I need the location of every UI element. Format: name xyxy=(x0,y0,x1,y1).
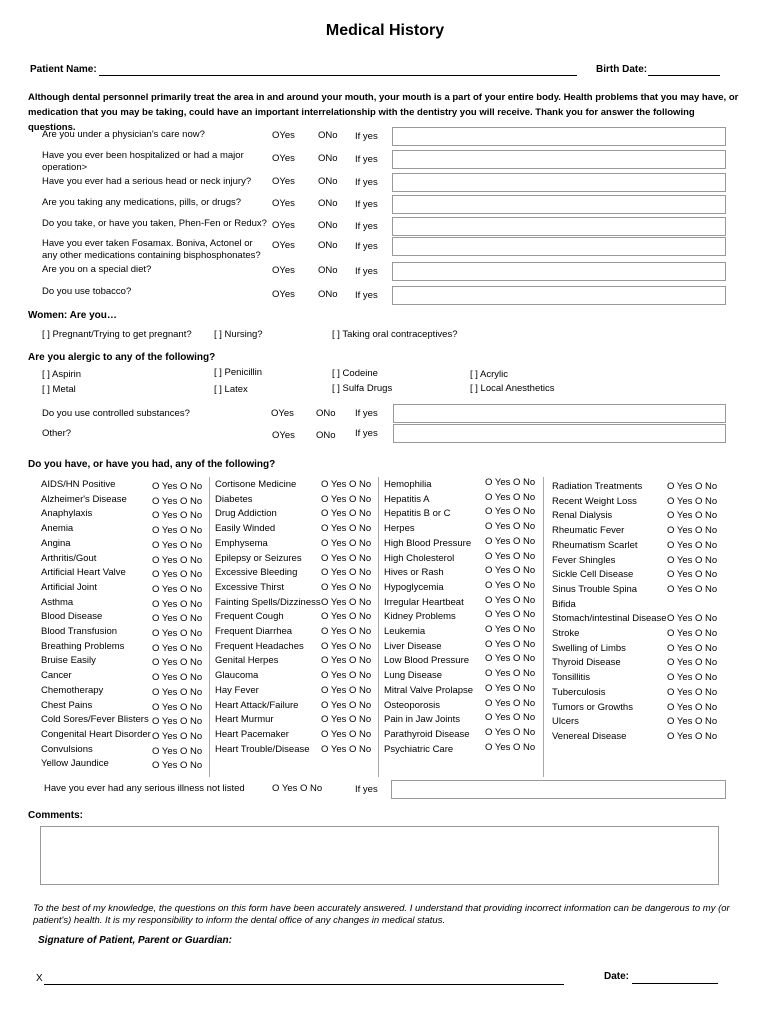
sulfa-checkbox[interactable]: [ ] Sulfa Drugs xyxy=(332,383,393,394)
condition-label: Tumors or Growths xyxy=(552,701,633,713)
if-yes-label: If yes xyxy=(355,408,378,419)
condition-yes-no[interactable]: O Yes O No xyxy=(667,613,718,625)
condition-yes-no[interactable]: O Yes O No xyxy=(152,613,203,625)
condition-yes-no[interactable]: O Yes O No xyxy=(152,686,203,698)
condition-yes-no[interactable]: O Yes O No xyxy=(321,537,372,549)
condition-label: High Blood Pressure xyxy=(384,537,472,549)
yes-radio[interactable]: OYes xyxy=(272,240,295,251)
condition-label: Asthma xyxy=(41,596,74,608)
condition-label: Cancer xyxy=(41,670,72,682)
condition-label: Anemia xyxy=(41,523,74,535)
condition-label: Liver Disease xyxy=(384,640,442,652)
column-divider xyxy=(378,477,379,777)
condition-yes-no[interactable]: O Yes O No xyxy=(152,672,203,684)
if-yes-field[interactable] xyxy=(392,217,726,236)
condition-yes-no[interactable]: O Yes O No xyxy=(485,638,536,650)
codeine-checkbox[interactable]: [ ] Codeine xyxy=(332,368,378,379)
pregnant-checkbox[interactable]: [ ] Pregnant/Trying to get pregnant? xyxy=(42,329,192,340)
condition-yes-no[interactable]: O Yes O No xyxy=(152,481,203,492)
aspirin-checkbox[interactable]: [ ] Aspirin xyxy=(42,369,82,380)
condition-label: Hay Fever xyxy=(215,684,259,696)
condition-label: Artificial Joint xyxy=(41,581,97,593)
no-radio[interactable]: ONo xyxy=(318,265,338,276)
condition-yes-no[interactable]: O Yes O No xyxy=(321,640,372,652)
if-yes-label: If yes xyxy=(355,177,378,188)
condition-yes-no[interactable]: O Yes O No xyxy=(152,554,203,566)
condition-label: Excessive Bleeding xyxy=(215,567,298,579)
condition-yes-no[interactable]: O Yes O No xyxy=(321,596,372,608)
condition-yes-no[interactable]: O Yes O No xyxy=(152,701,203,713)
no-radio[interactable]: ONo xyxy=(318,240,338,251)
comments-label: Comments: xyxy=(28,810,84,821)
condition-label: Hypoglycemia xyxy=(384,581,444,593)
condition-yes-no[interactable]: O Yes O No xyxy=(152,716,203,728)
penicillin-checkbox[interactable]: [ ] Penicillin xyxy=(214,367,263,378)
condition-label: Mitral Valve Prolapse xyxy=(384,684,474,696)
condition-yes-no[interactable]: O Yes O No xyxy=(485,624,536,635)
serious-illness-question: Have you ever had any serious illness not listed xyxy=(44,783,245,794)
condition-label: Ulcers xyxy=(552,716,579,728)
condition-label: Arthritis/Gout xyxy=(41,552,97,564)
condition-label: Heart Attack/Failure xyxy=(215,699,299,711)
condition-yes-no[interactable]: O Yes O No xyxy=(485,579,536,591)
date-label: Date: xyxy=(604,971,630,982)
condition-yes-no[interactable]: O Yes O No xyxy=(667,525,718,537)
signature-label: Signature of Patient, Parent or Guardian: xyxy=(38,935,232,946)
condition-label: Stroke xyxy=(552,628,580,639)
condition-label: Fever Shingles xyxy=(552,554,616,566)
condition-yes-no[interactable]: O Yes O No xyxy=(321,728,372,740)
if-yes-label: If yes xyxy=(355,290,378,301)
signature-x: X xyxy=(36,973,43,984)
condition-yes-no[interactable]: O Yes O No xyxy=(667,716,718,728)
question-text: Do you use tobacco? xyxy=(42,286,132,297)
yes-radio[interactable]: OYes xyxy=(272,220,295,231)
condition-label: Pain in Jaw Joints xyxy=(384,714,461,726)
condition-label: Epilepsy or Seizures xyxy=(215,552,302,564)
condition-yes-no[interactable]: O Yes O No xyxy=(485,697,536,709)
patient-name-label: Patient Name: xyxy=(30,64,97,75)
condition-label: Thyroid Disease xyxy=(552,657,621,669)
comments-field[interactable] xyxy=(40,826,719,885)
condition-yes-no[interactable]: O Yes O No xyxy=(321,684,372,696)
condition-yes-no[interactable]: O Yes O No xyxy=(152,657,203,669)
condition-yes-no[interactable]: O Yes O No xyxy=(152,539,203,551)
birth-date-field[interactable] xyxy=(648,75,720,76)
no-radio[interactable]: ONo xyxy=(318,198,338,209)
condition-label: Hemophilia xyxy=(384,479,432,490)
condition-yes-no[interactable]: O Yes O No xyxy=(321,626,372,637)
condition-yes-no[interactable]: O Yes O No xyxy=(667,686,718,698)
condition-yes-no[interactable]: O Yes O No xyxy=(321,699,372,711)
latex-checkbox[interactable]: [ ] Latex xyxy=(214,384,248,395)
condition-label: Excessive Thirst xyxy=(215,581,284,593)
condition-label: Glaucoma xyxy=(215,670,259,682)
metal-checkbox[interactable]: [ ] Metal xyxy=(42,384,76,395)
condition-yes-no[interactable]: O Yes O No xyxy=(321,611,372,623)
condition-yes-no[interactable]: O Yes O No xyxy=(321,670,372,682)
condition-label: Hepatitis B or C xyxy=(384,508,451,520)
condition-label: Cortisone Medicine xyxy=(215,479,297,490)
condition-yes-no[interactable]: O Yes O No xyxy=(485,550,536,562)
condition-yes-no[interactable]: O Yes O No xyxy=(667,730,718,742)
condition-label: Sinus Trouble Spina xyxy=(552,583,638,595)
no-radio[interactable]: ONo xyxy=(316,430,336,441)
form-title: Medical History xyxy=(325,22,445,39)
condition-yes-no[interactable]: O Yes O No xyxy=(321,523,372,535)
condition-yes-no[interactable]: O Yes O No xyxy=(485,609,536,621)
condition-yes-no[interactable]: O Yes O No xyxy=(667,510,718,522)
condition-yes-no[interactable]: O Yes O No xyxy=(152,745,203,757)
condition-yes-no[interactable]: O Yes O No xyxy=(667,539,718,551)
if-yes-field[interactable] xyxy=(392,127,726,146)
condition-label: Breathing Problems xyxy=(41,640,125,652)
condition-label: Hepatitis A xyxy=(384,493,430,505)
question-text: Are you under a physician's care now? xyxy=(42,129,205,140)
condition-yes-no[interactable]: O Yes O No xyxy=(667,657,718,669)
question-text: Are you on a special diet? xyxy=(42,264,152,275)
condition-label: Artificial Heart Valve xyxy=(41,567,126,579)
no-radio[interactable]: ONo xyxy=(318,176,338,187)
condition-yes-no[interactable]: O Yes O No xyxy=(485,726,536,738)
question-text: Do you take, or have you taken, Phen-Fen or Redux? xyxy=(42,218,267,229)
condition-yes-no[interactable]: O Yes O No xyxy=(152,642,203,654)
condition-label: Leukemia xyxy=(384,626,426,637)
condition-yes-no[interactable]: O Yes O No xyxy=(152,598,203,610)
condition-label: Frequent Diarrhea xyxy=(215,626,293,637)
condition-label: Drug Addiction xyxy=(215,508,277,520)
condition-label: Bruise Easily xyxy=(41,655,96,667)
conditions-label: Do you have, or have you had, any of the following? xyxy=(28,459,276,470)
condition-label: Stomach/intestinal Disease xyxy=(552,613,667,625)
if-yes-label: If yes xyxy=(355,221,378,232)
yes-radio[interactable]: OYes xyxy=(272,265,295,276)
condition-yes-no[interactable]: O Yes O No xyxy=(667,701,718,713)
condition-yes-no[interactable]: O Yes O No xyxy=(485,565,536,577)
condition-label: Sickle Cell Disease xyxy=(552,569,634,581)
yes-radio[interactable]: OYes xyxy=(272,289,295,300)
condition-label: Psychiatric Care xyxy=(384,743,454,755)
condition-label: High Cholesterol xyxy=(384,552,455,564)
condition-yes-no[interactable]: O Yes O No xyxy=(667,569,718,581)
condition-label: Low Blood Pressure xyxy=(384,655,470,667)
condition-label: Recent Weight Loss xyxy=(552,495,637,507)
condition-yes-no[interactable]: O Yes O No xyxy=(152,525,203,537)
condition-yes-no[interactable]: O Yes O No xyxy=(667,583,718,595)
local-anesthetics-checkbox[interactable]: [ ] Local Anesthetics xyxy=(470,383,555,394)
condition-label: Angina xyxy=(41,537,71,549)
if-yes-label: If yes xyxy=(355,199,378,210)
condition-yes-no[interactable]: O Yes O No xyxy=(321,581,372,593)
condition-yes-no[interactable]: O Yes O No xyxy=(667,481,718,492)
condition-label: Lung Disease xyxy=(384,670,443,682)
condition-label: AIDS/HN Positive xyxy=(41,479,116,490)
condition-yes-no[interactable]: O Yes O No xyxy=(485,535,536,547)
patient-name-field[interactable] xyxy=(99,75,577,76)
contraceptives-checkbox[interactable]: [ ] Taking oral contraceptives? xyxy=(332,329,458,340)
no-radio[interactable]: ONo xyxy=(318,130,338,141)
condition-label: Swelling of Limbs xyxy=(552,642,626,654)
condition-label: Parathyroid Disease xyxy=(384,728,470,740)
condition-yes-no[interactable]: O Yes O No xyxy=(321,743,372,755)
if-yes-field[interactable] xyxy=(392,195,726,214)
condition-label: Irregular Heartbeat xyxy=(384,596,464,608)
if-yes-label: If yes xyxy=(355,428,378,439)
condition-yes-no[interactable]: O Yes O No xyxy=(667,554,718,566)
intro-text: Although dental personnel primarily treat the area in and around your mouth, your mouth is a part of your entire body. Health problems that you may have, or medication that you may be taking, could have an important interrelationship with the dentistry you will receive. Thank you for answer the following questions. xyxy=(28,92,739,133)
if-yes-field[interactable] xyxy=(393,404,726,423)
condition-yes-no[interactable]: O Yes O No xyxy=(152,730,203,742)
condition-label: Frequent Cough xyxy=(215,611,284,623)
condition-yes-no[interactable]: O Yes O No xyxy=(485,521,536,533)
condition-yes-no[interactable]: O Yes O No xyxy=(485,682,536,694)
condition-yes-no[interactable]: O Yes O No xyxy=(321,479,372,490)
if-yes-label: If yes xyxy=(355,241,378,252)
column-divider xyxy=(209,477,210,777)
condition-yes-no[interactable]: O Yes O No xyxy=(485,712,536,724)
serious-illness-field[interactable] xyxy=(391,780,726,799)
allergies-label: Are you alergic to any of the following? xyxy=(28,352,216,363)
condition-label: Alzheimer's Disease xyxy=(41,493,127,505)
substance-question: Other? xyxy=(42,428,72,439)
yes-radio[interactable]: OYes xyxy=(272,153,295,164)
condition-label: Bifida xyxy=(552,598,576,610)
women-label: Women: Are you… xyxy=(28,310,117,321)
condition-label: Rheumatism Scarlet xyxy=(552,539,638,551)
condition-yes-no[interactable]: O Yes O No xyxy=(667,642,718,654)
condition-yes-no[interactable]: O Yes O No xyxy=(667,628,718,639)
condition-label: Cold Sores/Fever Blisters xyxy=(41,714,149,726)
condition-label: Renal Dialysis xyxy=(552,510,613,522)
if-yes-label: If yes xyxy=(355,266,378,277)
condition-label: Blood Disease xyxy=(41,611,103,623)
yes-radio[interactable]: OYes xyxy=(272,198,295,209)
condition-label: Heart Trouble/Disease xyxy=(215,743,310,755)
condition-yes-no[interactable]: O Yes O No xyxy=(321,714,372,726)
condition-yes-no[interactable]: O Yes O No xyxy=(485,491,536,503)
condition-yes-no[interactable]: O Yes O No xyxy=(485,477,536,488)
yes-radio[interactable]: OYes xyxy=(272,130,295,141)
condition-yes-no[interactable]: O Yes O No xyxy=(485,741,536,753)
yes-radio[interactable]: OYes xyxy=(272,430,295,441)
condition-label: Yellow Jaundice xyxy=(41,758,109,770)
condition-label: Rheumatic Fever xyxy=(552,525,625,537)
condition-yes-no[interactable]: O Yes O No xyxy=(152,628,203,639)
condition-label: Kidney Problems xyxy=(384,611,456,623)
condition-label: Genital Herpes xyxy=(215,655,279,667)
if-yes-label: If yes xyxy=(355,154,378,165)
condition-yes-no[interactable]: O Yes O No xyxy=(667,495,718,507)
condition-label: Chemotherapy xyxy=(41,684,104,696)
condition-yes-no[interactable]: O Yes O No xyxy=(321,552,372,564)
condition-label: Emphysema xyxy=(215,537,268,549)
attestation-text: To the best of my knowledge, the questions on this form have been accurately answered. I understand that providing incorrect information can be dangerous to my (or patient's) health. It is my responsibility to inform the dental office of any changes in medical status. xyxy=(33,903,730,926)
condition-yes-no[interactable]: O Yes O No xyxy=(485,594,536,606)
if-yes-field[interactable] xyxy=(392,286,726,305)
condition-yes-no[interactable]: O Yes O No xyxy=(485,653,536,665)
condition-label: Fainting Spells/Dizziness xyxy=(215,596,321,608)
condition-label: Diabetes xyxy=(215,493,253,505)
condition-label: Tonsillitis xyxy=(552,672,591,684)
yes-radio[interactable]: OYes xyxy=(271,408,294,419)
condition-yes-no[interactable]: O Yes O No xyxy=(152,510,203,522)
if-yes-field[interactable] xyxy=(392,237,726,256)
date-field[interactable] xyxy=(632,983,718,984)
question-text: Have you ever taken Fosamax. Boniva, Actonel or any other medications containing bisphosphonates? xyxy=(42,238,261,261)
if-yes-field[interactable] xyxy=(392,173,726,192)
serious-illness-if-yes-label: If yes xyxy=(355,784,378,795)
condition-label: Osteoporosis xyxy=(384,699,440,711)
condition-yes-no[interactable]: O Yes O No xyxy=(485,506,536,518)
substance-question: Do you use controlled substances? xyxy=(42,408,190,419)
condition-label: Herpes xyxy=(384,523,415,535)
condition-label: Hives or Rash xyxy=(384,567,444,579)
condition-label: Blood Transfusion xyxy=(41,626,118,637)
condition-label: Radiation Treatments xyxy=(552,481,643,492)
condition-yes-no[interactable]: O Yes O No xyxy=(321,655,372,667)
condition-label: Easily Winded xyxy=(215,523,276,535)
yes-radio[interactable]: OYes xyxy=(272,176,295,187)
no-radio[interactable]: ONo xyxy=(316,408,336,419)
question-text: Are you taking any medications, pills, or drugs? xyxy=(42,197,242,208)
condition-label: Tuberculosis xyxy=(552,686,606,698)
if-yes-label: If yes xyxy=(355,131,378,142)
condition-label: Congenital Heart Disorder xyxy=(41,728,151,740)
condition-label: Frequent Headaches xyxy=(215,640,304,652)
condition-label: Heart Murmur xyxy=(215,714,274,726)
condition-yes-no[interactable]: O Yes O No xyxy=(152,760,203,772)
signature-field[interactable] xyxy=(44,984,564,985)
acrylic-checkbox[interactable]: [ ] Acrylic xyxy=(470,369,509,380)
no-radio[interactable]: ONo xyxy=(318,153,338,164)
question-text: Have you ever been hospitalized or had a major operation> xyxy=(42,150,244,173)
condition-yes-no[interactable]: O Yes O No xyxy=(667,672,718,684)
if-yes-field[interactable] xyxy=(392,262,726,281)
condition-label: Heart Pacemaker xyxy=(215,728,289,740)
birth-date-label: Birth Date: xyxy=(596,64,648,75)
condition-label: Venereal Disease xyxy=(552,730,627,742)
serious-illness-yes-no[interactable]: O Yes O No xyxy=(272,783,323,794)
if-yes-field[interactable] xyxy=(392,150,726,169)
condition-label: Anaphylaxis xyxy=(41,508,93,520)
condition-yes-no[interactable]: O Yes O No xyxy=(321,508,372,520)
question-text: Have you ever had a serious head or neck injury? xyxy=(42,176,252,187)
condition-yes-no[interactable]: O Yes O No xyxy=(152,495,203,507)
condition-label: Chest Pains xyxy=(41,699,93,711)
if-yes-field[interactable] xyxy=(393,424,726,443)
condition-yes-no[interactable]: O Yes O No xyxy=(321,493,372,505)
nursing-checkbox[interactable]: [ ] Nursing? xyxy=(214,329,263,340)
condition-yes-no[interactable]: O Yes O No xyxy=(321,567,372,579)
condition-yes-no[interactable]: O Yes O No xyxy=(152,569,203,581)
no-radio[interactable]: ONo xyxy=(318,289,338,300)
condition-yes-no[interactable]: O Yes O No xyxy=(152,583,203,595)
column-divider xyxy=(543,477,544,777)
condition-yes-no[interactable]: O Yes O No xyxy=(485,668,536,680)
no-radio[interactable]: ONo xyxy=(318,220,338,231)
condition-label: Convulsions xyxy=(41,743,93,755)
